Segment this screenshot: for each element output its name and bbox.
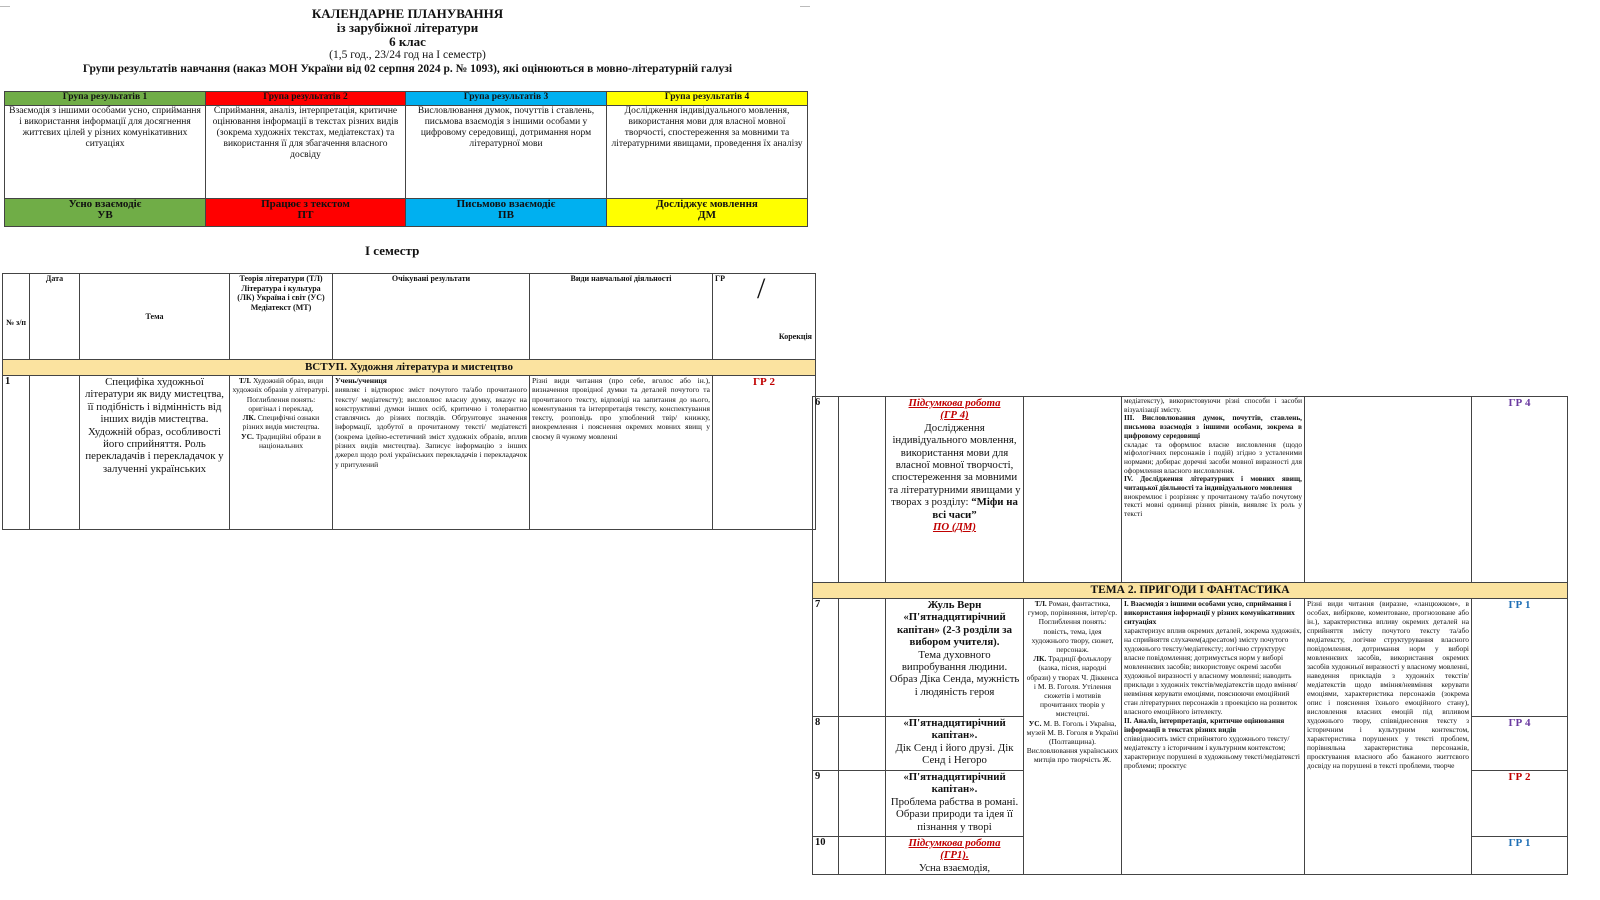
row-10-topic xyxy=(886,837,1024,875)
plan-table-left xyxy=(2,273,816,530)
row-8-topic-text: Дік Сенд і його друзі. Дік Сенд і Негоро xyxy=(895,741,1014,767)
row-10-gr: ГР 1 xyxy=(1472,837,1568,875)
rows-7-10-results xyxy=(1122,599,1305,875)
results-block-b: співвідносить зміст сприйнятого художнього тексту/медіатексту з історичним і культурним контекстом; характеризує порушені в художньому тексті/медіатексті проблеми; проєктує xyxy=(1124,734,1300,770)
row-1-results xyxy=(333,376,530,530)
group-4-title: Група результатів 4 xyxy=(607,92,808,106)
row-6-topic-text: Дослідження індивідуального мовлення, використання мови для власної мовної творчості, спостереження за мовними та літературними явищами у творах з розділу: xyxy=(888,421,1021,509)
group-3-desc: Висловлювання думок, почуттів і ставлень, письмова взаємодія з іншими особами у цифровому середовищі, дотримання норм літературної мови xyxy=(406,106,607,199)
header-slash: / xyxy=(757,273,766,305)
theory-us-text-2: М. В. Гоголь і Україна, музей М. В. Гоголя в Україні (Полтавщина). Висловлювання українських митців про творчість Ж. xyxy=(1026,718,1119,765)
theory-tl-label-2: ТЛ. xyxy=(1034,599,1047,608)
group-3-skill-cell xyxy=(406,199,607,227)
row-6-topic xyxy=(886,397,1024,583)
section-intro: ВСТУП. Художня література и мистецтво xyxy=(3,360,816,376)
theory-us-text: Традиційні образи в національних xyxy=(253,431,321,451)
group-3-skill: Письмово взаємодіє xyxy=(456,198,556,210)
groups-caption: Групи результатів навчання (наказ МОН України від 02 серпня 2024 р. № 1093), які оцінюються в мовно-літературній галузі xyxy=(82,63,733,75)
row-10-final-group: (ГР1). xyxy=(940,849,969,862)
row-6-results-h3: ІІІ. Висловлювання думок, почуттів, ставлень, письмова взаємодія з іншими особами, зокрема в цифровому середовищі xyxy=(1124,413,1302,440)
row-10-topic-text: Усна взаємодія, xyxy=(918,861,991,874)
row-6-date xyxy=(839,397,886,583)
results-text: виявляє і відтворює зміст почутого та/або прочитаного тексту/ медіатексту); висловлює власну думку, вказує на конструктивні думки інших осіб, критично і толерантно ставлячись до різних поглядів. Обґрунтовує значення інформації, здобутої в прочитаному тексті/ медіатексті (зокрема ідейно-естетичний зміст художніх образів, вплив різних видів мистецтва). Записує інформацію з інших джерел щодо ролі українських перекладачів і перекладачок у притулений xyxy=(335,385,527,469)
row-8-topic xyxy=(886,717,1024,771)
row-6-activities xyxy=(1305,397,1472,583)
theory-tl-text: Художній образ, види художніх образів у літературі. Поглиблення понять: оригінал і переклад. xyxy=(232,376,330,413)
row-7-topic-text: Тема духовного випробування людини. Образ Діка Сенда, мужність і людяність героя xyxy=(889,648,1020,698)
theory-us-label: УС. xyxy=(241,431,254,441)
header-activities: Види навчальної діяльності xyxy=(530,274,713,360)
header-topic: Тема xyxy=(80,274,230,360)
groups-table xyxy=(4,91,808,227)
section-topic-2: ТЕМА 2. ПРИГОДИ І ФАНТАСТИКА xyxy=(813,583,1568,599)
theory-tl-text-2: Роман, фантастика, гумор, порівняння, інтер'єр. Поглиблення понять: повість, тема, ідея художнього твору, сюжет, персонаж. xyxy=(1027,599,1118,655)
row-9-num: 9 xyxy=(813,771,839,837)
rows-7-10-activities: Різні види читання (виразне, «ланцюжком», в особах, вибіркове, коментоване, прогнозоване або ін.), характеристика впливу окремих деталей на сприйняття змісту почутого тексту та/або медіатексту, логічне структурування власного повідомлення, дотримання норм у виборі мовленнєвих засобів, використання окремих засобів художньої виразності у власному мовленні, наведення прикладів з художніх текстів/медіатекстів щодо вміння/невміння керувати емоціями, характеристика персонажів (зокрема опис і пояснення їхнього емоційного стану), висловлення власних емоцій під впливом художнього твору, співвіднесення тексту з історичним і культурним контекстом, характеристика порушених у тексті проблем, порівняльна характеристика персонажів, проєктування власного або бажаного життєвого досвіду на порушені в тексті проблеми, творче xyxy=(1305,599,1472,875)
group-2-abbr: ПТ xyxy=(297,209,314,221)
row-9-topic-text: Проблема рабства в романі. Образи природи та ідея її пізнання у творі xyxy=(890,795,1019,833)
row-7-num: 7 xyxy=(813,599,839,717)
row-6-num: 6 xyxy=(813,397,839,583)
row-9-date xyxy=(839,771,886,837)
group-2-skill: Працює з текстом xyxy=(261,198,350,210)
row-9-gr: ГР 2 xyxy=(1472,771,1568,837)
theory-lk-text: Специфічні ознаки різних видів мистецтва. xyxy=(242,413,320,432)
row-1-theory xyxy=(230,376,333,530)
row-6-topic-title: “Міфи на всі часи” xyxy=(932,496,1018,521)
theory-lk-label: ЛК. xyxy=(242,413,256,423)
row-1-num: 1 xyxy=(3,376,30,530)
row-6-results-a: медіатексту), використовуючи різні способи і засоби візуалізації змісту. xyxy=(1124,396,1302,414)
group-3-abbr: ПВ xyxy=(498,209,514,221)
group-4-skill: Досліджує мовлення xyxy=(656,198,758,210)
row-10-date xyxy=(839,837,886,875)
row-6-theory xyxy=(1024,397,1122,583)
results-block-h2: ІІ. Аналіз, інтерпретація, критичне оцінювання інформації в текстах різних видів xyxy=(1124,716,1285,734)
row-1-activities: Різні види читання (про себе, вголос або ін.), визначення провідної думки та деталей почутого та прочитаного тексту, відповіді на запитання до нього, коментування та інтерпретація тексту, конспектування тексту, розповідь про улюблений твір/ книжку, виокремлення і пояснення окремих мовних явищ у своєму й чужому мовленні xyxy=(530,376,713,530)
results-block-a: характеризує вплив окремих деталей, зокрема художніх, на сприйняття слухачем(адресатом) змісту почутого художнього тексту/медіатексту; логічно структурує власне повідомлення; дотримується норм у виборі мовленнєвих засобів; використовує окремі засоби художньої виразності у власному мовленні; наводить приклади з художніх текстів/медіатекстів щодо вміння/невміння керувати емоціями, пояснюючи емоційний стан літературних персонажів з проекцією на розвиток власного емоційного інтелекту. xyxy=(1124,626,1302,716)
doc-hours: (1,5 год., 23/24 год на І семестр) xyxy=(329,49,486,61)
row-6-final-work: Підсумкова робота xyxy=(908,397,1001,409)
group-4-abbr: ДМ xyxy=(698,209,716,221)
row-7-gr: ГР 1 xyxy=(1472,599,1568,717)
header-gr-cell xyxy=(713,274,816,360)
group-2-skill-cell xyxy=(206,199,406,227)
theory-lk-label-2: ЛК. xyxy=(1033,654,1047,664)
row-6-results xyxy=(1122,397,1305,583)
theory-lk-text-2: Традиції фольклору (казка, пісня, народні образи) у творах Ч. Діккенса і М. В. Гоголя. Утілення сюжетів і мотивів прочитаних творів у мистецтві. xyxy=(1026,654,1119,719)
row-9-topic xyxy=(886,771,1024,837)
row-6-results-c: виокремлює і розрізняє у прочитаному та/або почутому тексті мовні одиниці різних рівнів, виявляє їх роль у тексті xyxy=(1124,491,1302,519)
plan-table-right xyxy=(812,396,1568,875)
row-8-topic-title: «П'ятнадцятирічний капітан». xyxy=(903,717,1006,742)
group-2-title: Група результатів 2 xyxy=(206,92,406,106)
group-1-abbr: УВ xyxy=(97,209,113,221)
row-1-date xyxy=(30,376,80,530)
rows-7-10-theory xyxy=(1024,599,1122,875)
header-date: Дата xyxy=(30,274,80,360)
header-results: Очікувані результати xyxy=(333,274,530,360)
row-8-num: 8 xyxy=(813,717,839,771)
group-1-skill-cell xyxy=(5,199,206,227)
group-4-skill-cell xyxy=(607,199,808,227)
row-7-topic-title: Жуль Верн «П'ятнадцятирічний капітан» (2-3 розділи за вибором учителя). xyxy=(896,599,1013,649)
results-head: Учень/учениця xyxy=(335,376,387,385)
theory-us-label-2: УС. xyxy=(1028,718,1042,728)
theory-tl-label: ТЛ. xyxy=(238,376,252,385)
row-9-topic-title: «П'ятнадцятирічний капітан». xyxy=(903,771,1006,796)
doc-title: КАЛЕНДАРНЕ ПЛАНУВАННЯ xyxy=(311,6,504,21)
row-1-topic: Специфіка художньої літератури як виду мистецтва, її подібність і відмінність від інших видів мистецтва. Художній образ, особливості його сприйняття. Роль перекладачів і перекладачок у залученні українських xyxy=(80,376,230,530)
header-num: № з/п xyxy=(3,274,30,360)
doc-subtitle: із зарубіжної літератури xyxy=(336,20,479,35)
row-8-gr: ГР 4 xyxy=(1472,717,1568,771)
group-2-desc: Сприймання, аналіз, інтерпретація, критичне оцінювання інформації в текстах різних видів (зокрема художніх текстах, медіатекстах) та використання її для збагачення власного досвіду xyxy=(206,106,406,199)
row-7-topic xyxy=(886,599,1024,717)
row-6-results-b: складає та оформлює власне висловлення (щодо міфологічних персонажів і подій) згідно з усталеними нормами; добирає доречні засоби мовної виразності для оформлення власного висловлення. xyxy=(1124,439,1302,475)
group-1-skill: Усно взаємодіє xyxy=(68,198,142,210)
row-10-final-work: Підсумкова робота xyxy=(908,837,1001,849)
row-1-gr: ГР 2 xyxy=(713,376,816,530)
row-10-num: 10 xyxy=(813,837,839,875)
semester-heading: І семестр xyxy=(365,243,420,258)
group-3-title: Група результатів 3 xyxy=(406,92,607,106)
row-6-results-h4: IV. Дослідження літературних і мовних явищ, читацької діяльності та індивідуального мовлення xyxy=(1124,474,1302,493)
group-1-title: Група результатів 1 xyxy=(5,92,206,106)
row-7-date xyxy=(839,599,886,717)
doc-grade: 6 клас xyxy=(389,34,426,49)
group-1-desc: Взаємодія з іншими особами усно, сприймання і використання інформації для досягнення життєвих цілей у різних комунікативних ситуаціях xyxy=(5,106,206,199)
results-block-h1: I. Взаємодія з іншими особами усно, сприймання і використання інформації у різних комунікативних ситуаціях xyxy=(1124,599,1295,626)
header-correction: Корекція xyxy=(778,332,812,341)
row-8-date xyxy=(839,717,886,771)
row-6-final-group: (ГР 4) xyxy=(940,409,969,422)
group-4-desc: Дослідження індивідуального мовлення, використання мови для власної мовної творчості, спостереження за мовними та літературними явищами, проведення їх аналізу xyxy=(607,106,808,199)
header-gr: ГР xyxy=(715,274,725,283)
header-theory: Теорія літератури (ТЛ) Література і культура (ЛК) Україна і світ (УС) Медіатекст (МТ) xyxy=(230,274,333,360)
row-6-po: ПО (ДМ) xyxy=(932,521,977,534)
row-6-gr: ГР 4 xyxy=(1472,397,1568,583)
